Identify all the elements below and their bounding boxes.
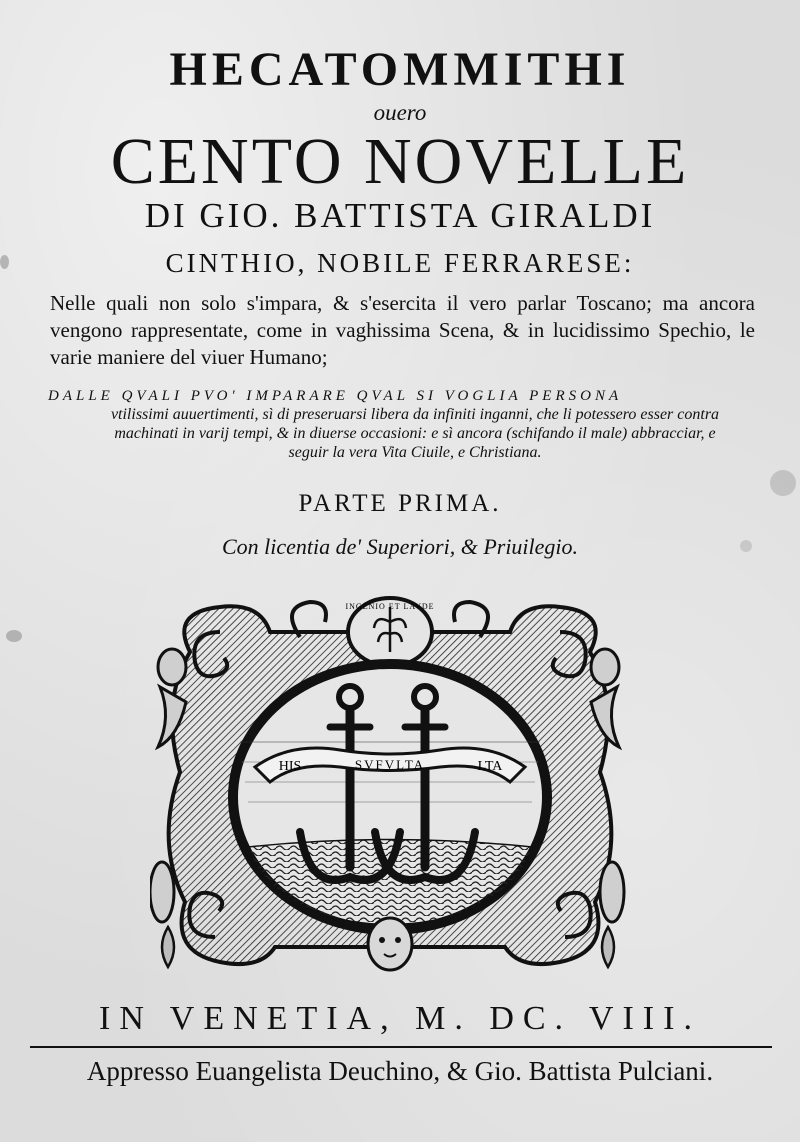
divider-rule <box>30 1046 772 1048</box>
title-line-ouero: ouero <box>373 100 427 125</box>
printer-device-anchors-icon <box>150 592 630 977</box>
device-top-motto: INGENIO ET LAVDE <box>345 602 435 611</box>
part-label: PARTE PRIMA. <box>298 490 502 517</box>
device-left-motto: HIS <box>278 759 302 774</box>
subtitle-heading: DALLE QVALI PVO' IMPARARE QVAL SI VOGLIA PERSONA <box>48 388 623 404</box>
device-right-motto: LTA <box>477 759 503 774</box>
title-line-hecatommithi: HECATOMMITHI <box>169 43 631 96</box>
imprint-place-date: IN VENETIA, M. DC. VIII. <box>99 1000 701 1037</box>
title-line-author-origin: CINTHIO, NOBILE FERRARESE: <box>165 248 635 278</box>
subtitle-paragraph: vtilissimi auuertimenti, sì di preseruarsi libera da infiniti inganni, che li potessero esser contra machinati in varij tempi, & in diuerse occasioni: e sì ancora (schifando il male) abbracciar, e seguir la vera Vita Ciuile, e Christiana. <box>110 406 720 461</box>
license-line: Con licentia de' Superiori, & Priuilegio. <box>221 534 579 559</box>
device-center-motto: SVFVLTA <box>354 757 426 772</box>
printer-line: Appresso Euangelista Deuchino, & Gio. Battista Pulciani. <box>86 1056 714 1086</box>
title-line-author: DI GIO. BATTISTA GIRALDI <box>144 196 656 235</box>
description-paragraph: Nelle quali non solo s'impara, & s'esercita il vero parlar Toscano; ma ancora vengono rappresentate, come in vaghissima Scena, & in lucidissimo Spechio, le varie maniere del viuer Humano; <box>50 291 755 369</box>
title-line-cento-novelle: CENTO NOVELLE <box>110 125 690 198</box>
ink-spot <box>6 630 22 642</box>
